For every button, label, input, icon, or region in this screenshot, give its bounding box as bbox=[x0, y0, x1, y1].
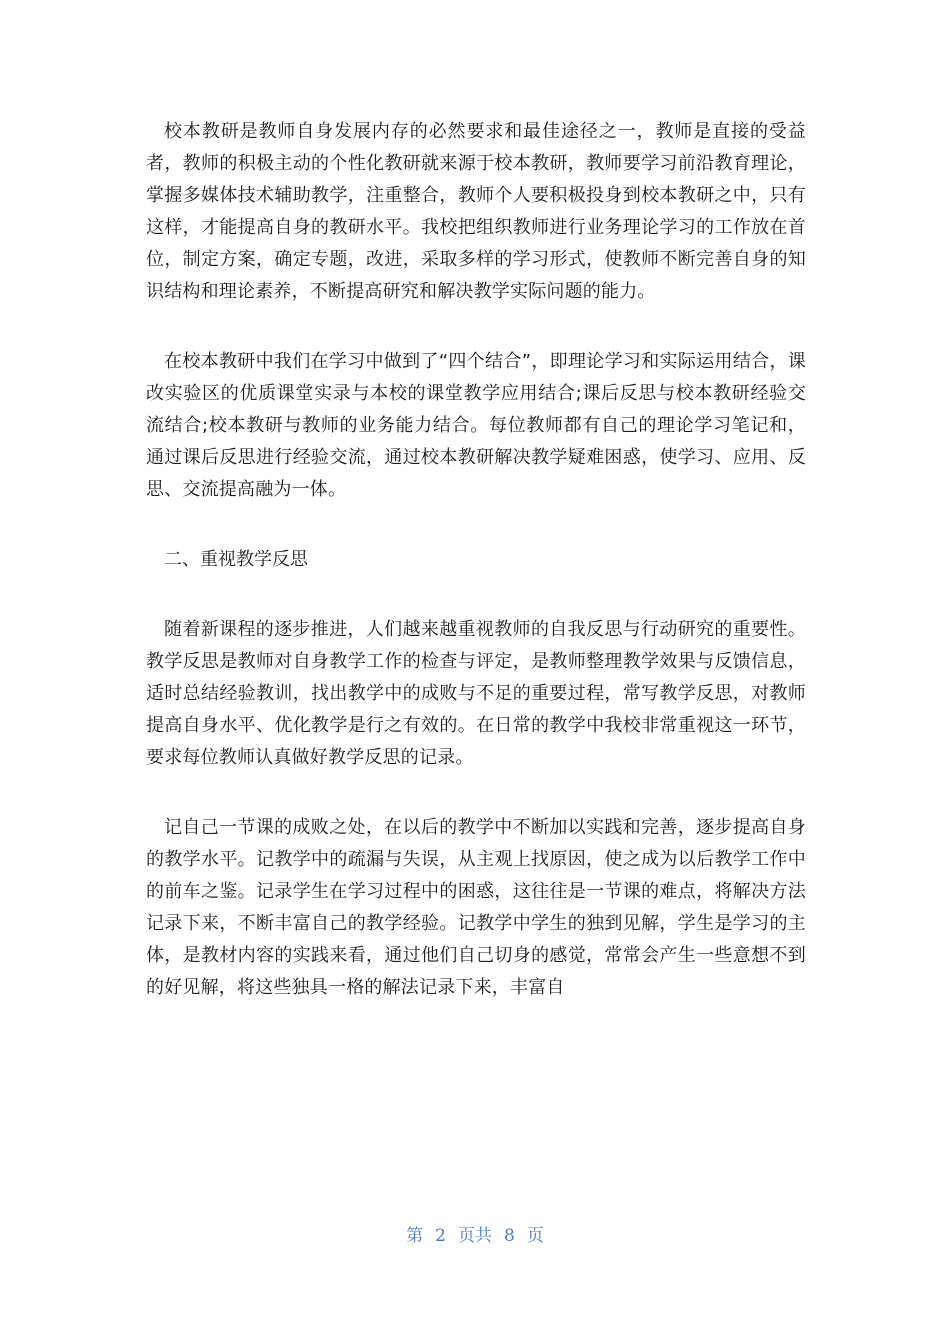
document-body bbox=[146, 116, 806, 1004]
paragraph-reflection-importance: 随着新课程的逐步推进，人们越来越重视教师的自我反思与行动研究的重要性。教学反思是教师对自身教学工作的检查与评定，是教师整理教学效果与反馈信息，适时总结经验教训，找出教学中的成败与不足的重要过程，常写教学反思，对教师提高自身水平、优化教学是行之有效的。在日常的教学中我校非常重视这一环节，要求每位教师认真做好教学反思的记录。 bbox=[146, 619, 806, 768]
section-heading-teaching-reflection: 二、重视教学反思 bbox=[164, 549, 308, 570]
paragraph-school-research: 校本教研是教师自身发展内存的必然要求和最佳途径之一，教师是直接的受益者，教师的积极主动的个性化教研就来源于校本教研，教师要学习前沿教育理论，掌握多媒体技术辅助教学，注重整合，教师个人要积极投身到校本教研之中，只有这样，才能提高自身的教研水平。我校把组织教师进行业务理论学习的工作放在首位，制定方案，确定专题，改进，采取多样的学习形式，使教师不断完善自身的知识结构和理论素养，不断提高研究和解决教学实际问题的能力。 bbox=[146, 121, 806, 302]
footer-current-page: 2 bbox=[435, 1226, 446, 1246]
paragraph-four-combinations: 在校本教研中我们在学习中做到了“四个结合”，即理论学习和实际运用结合，课改实验区的优质课堂实录与本校的课堂教学应用结合;课后反思与校本教研经验交流结合;校本教研与教师的业务能力结合。每位教师都有自己的理论学习笔记和，通过课后反思进行经验交流，通过校本教研解决教学疑难困惑，使学习、应用、反思、交流提高融为一体。 bbox=[146, 351, 806, 500]
paragraph-reflection-records: 记自己一节课的成败之处，在以后的教学中不断加以实践和完善，逐步提高自身的教学水平。记教学中的疏漏与失误，从主观上找原因，使之成为以后教学工作中的前车之鉴。记录学生在学习过程中的困惑，这往往是一节课的难点，将解决方法记录下来，不断丰富自己的教学经验。记教学中学生的独到见解，学生是学习的主体，是教材内容的实践来看，通过他们自己切身的感觉，常常会产生一些意想不到的好见解，将这些独具一格的解法记录下来，丰富自 bbox=[146, 817, 806, 998]
footer-suffix: 页 bbox=[526, 1226, 544, 1246]
footer-total-pages: 8 bbox=[504, 1226, 515, 1246]
footer-prefix: 第 bbox=[406, 1226, 424, 1246]
footer-middle: 页共 bbox=[458, 1226, 492, 1246]
page-footer bbox=[0, 1224, 950, 1248]
